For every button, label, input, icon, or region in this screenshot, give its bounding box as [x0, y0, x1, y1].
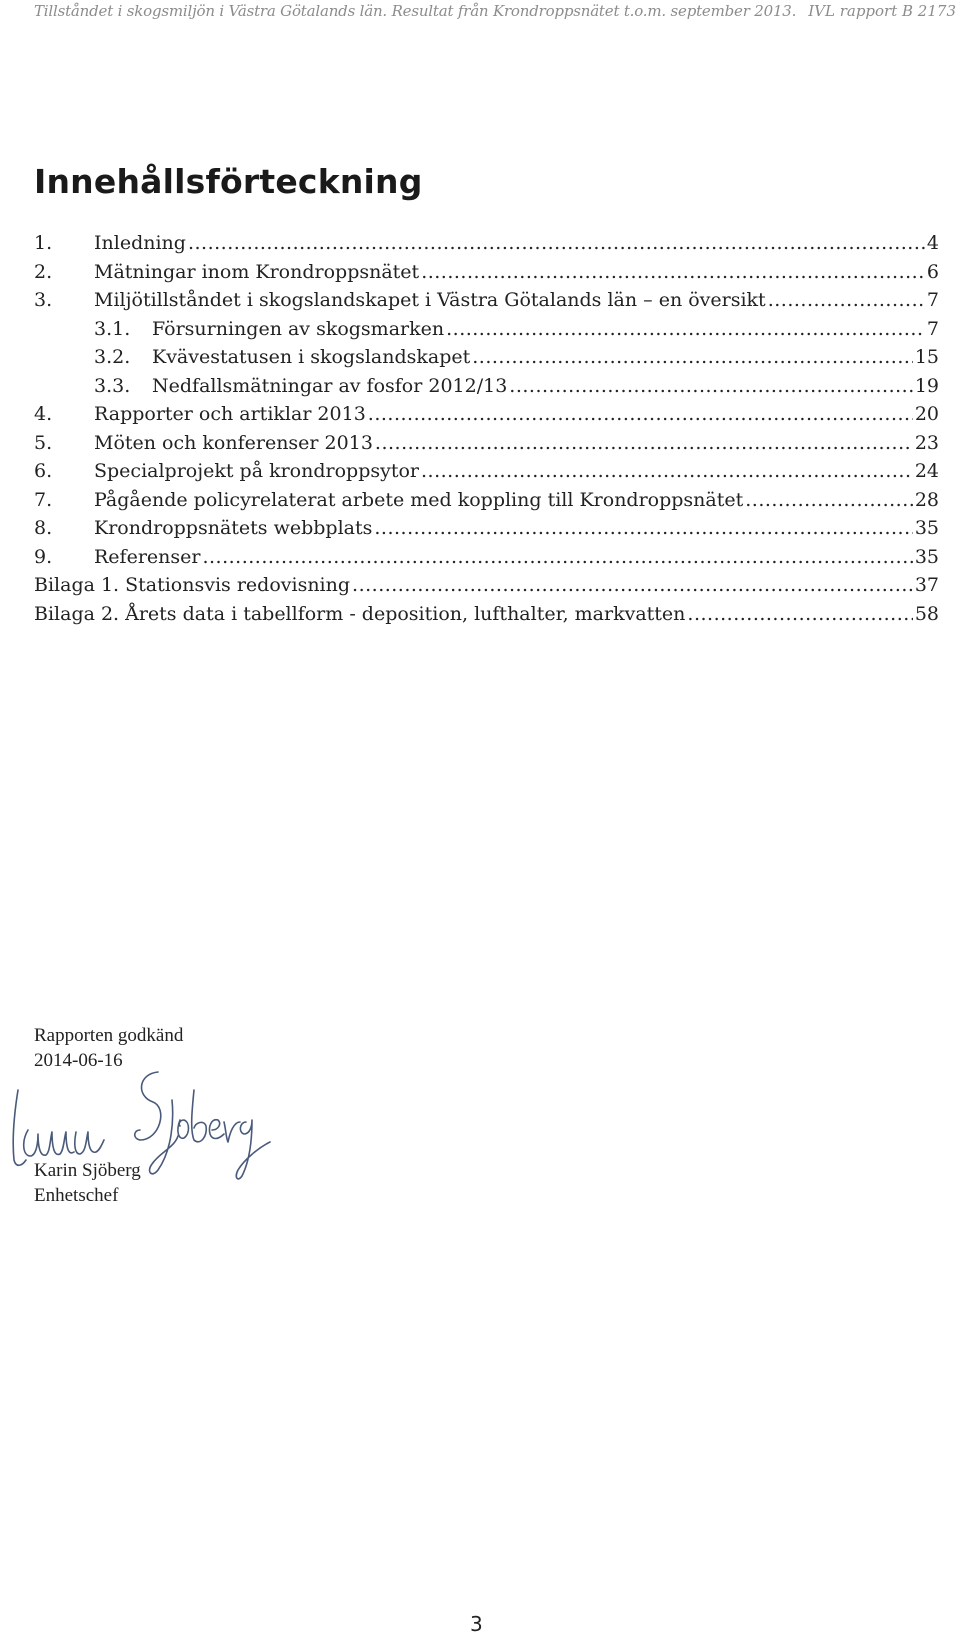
toc-dot-leader [188, 232, 925, 254]
toc-dot-leader [352, 574, 913, 596]
toc-entry-number: 8. [34, 517, 53, 539]
toc-entry-page: 35 [914, 517, 939, 539]
toc-entry-number: 3.3. [94, 374, 131, 397]
toc-entry-bilaga-2[interactable] [34, 603, 939, 632]
toc-entry-number: 2. [34, 260, 53, 283]
toc-entry-3-1[interactable] [34, 318, 939, 347]
toc-entry-page: 35 [914, 545, 939, 568]
toc-entry-number: 3. [34, 289, 53, 311]
signer-title: Enhetschef [34, 1185, 119, 1206]
toc-entry-number: 1. [34, 232, 53, 254]
toc-entry-9[interactable] [34, 546, 939, 575]
toc-entry-title: Inledning [94, 232, 186, 254]
toc-entry-title: Möten och konferenser 2013 [94, 431, 373, 454]
approval-date: 2014-06-16 [34, 1050, 123, 1071]
toc-entry-page: 23 [914, 431, 939, 454]
toc-entry-page: 7 [926, 289, 939, 311]
toc-dot-leader [375, 432, 913, 454]
toc-entry-title: Försurningen av skogsmarken [152, 317, 445, 340]
toc-entry-page: 24 [914, 460, 939, 482]
toc-entry-title: Referenser [94, 545, 201, 568]
toc-entry-number: 9. [34, 545, 53, 568]
header-report-number: IVL rapport B 2173 [808, 2, 956, 20]
toc-dot-leader [768, 289, 925, 311]
toc-entry-page: 37 [914, 574, 939, 596]
header-report-title: Tillståndet i skogsmiljön i Västra Götalands län. Resultat från Krondroppsnätet t.o.m. september 2013. [34, 2, 797, 20]
toc-entry-title: Pågående policyrelaterat arbete med koppling till Krondroppsnätet [94, 488, 744, 511]
toc-entry-3[interactable] [34, 289, 939, 318]
toc-dot-leader [202, 546, 912, 568]
toc-entry-page: 28 [914, 488, 939, 511]
toc-entry-number: 6. [34, 460, 53, 482]
signer-block [34, 1158, 141, 1208]
toc-dot-leader [374, 517, 912, 539]
approval-label: Rapporten godkänd [34, 1025, 184, 1046]
toc-dot-leader [745, 489, 913, 511]
toc-entry-4[interactable] [34, 403, 939, 432]
toc-entry-title: Miljötillståndet i skogslandskapet i Västra Götalands län – en översikt [94, 289, 766, 311]
toc-entry-title: Specialprojekt på krondroppsytor [94, 460, 420, 482]
toc-entry-page: 15 [914, 346, 939, 368]
toc-entry-page: 20 [914, 403, 939, 425]
toc-entry-title: Mätningar inom Krondroppsnätet [94, 260, 420, 283]
toc-entry-bilaga-1[interactable] [34, 574, 939, 603]
toc-entry-title: Nedfallsmätningar av fosfor 2012/13 [152, 374, 508, 397]
toc-dot-leader [421, 460, 913, 482]
toc-entry-2[interactable] [34, 261, 939, 290]
page-title: Innehållsförteckning [34, 162, 423, 201]
toc-entry-5[interactable] [34, 432, 939, 461]
toc-entry-page: 4 [926, 232, 939, 254]
toc-entry-title: Krondroppsnätets webbplats [94, 517, 373, 539]
running-header [34, 2, 960, 26]
toc-entry-number: 3.1. [94, 317, 131, 340]
toc-entry-3-3[interactable] [34, 375, 939, 404]
toc-dot-leader [687, 603, 912, 625]
page-number: 3 [470, 1612, 483, 1636]
toc-entry-page: 19 [914, 374, 939, 397]
toc-entry-6[interactable] [34, 460, 939, 489]
toc-dot-leader [446, 318, 925, 340]
toc-entry-number: 4. [34, 403, 53, 425]
toc-entry-number: 3.2. [94, 346, 131, 368]
toc-entry-number: 7. [34, 488, 53, 511]
toc-entry-title: Kvävestatusen i skogslandskapet [152, 346, 471, 368]
toc-dot-leader [368, 403, 913, 425]
toc-dot-leader [421, 261, 925, 283]
toc-entry-page: 6 [926, 260, 939, 283]
toc-entry-title: Rapporter och artiklar 2013 [94, 403, 366, 425]
toc-entry-7[interactable] [34, 489, 939, 518]
toc-entry-title: Stationsvis redovisning [125, 574, 351, 596]
toc-entry-page: 58 [914, 602, 939, 625]
toc-entry-1[interactable] [34, 232, 939, 261]
toc-entry-number: Bilaga 1. [34, 574, 120, 596]
signer-name: Karin Sjöberg [34, 1160, 141, 1181]
toc-entry-number: 5. [34, 431, 53, 454]
toc-entry-3-2[interactable] [34, 346, 939, 375]
toc-dot-leader [509, 375, 913, 397]
toc-entry-8[interactable] [34, 517, 939, 546]
table-of-contents [34, 232, 939, 631]
toc-dot-leader [472, 346, 913, 368]
toc-entry-title: Årets data i tabellform - deposition, lufthalter, markvatten [125, 602, 686, 625]
toc-entry-number: Bilaga 2. [34, 602, 120, 625]
toc-entry-page: 7 [926, 317, 939, 340]
